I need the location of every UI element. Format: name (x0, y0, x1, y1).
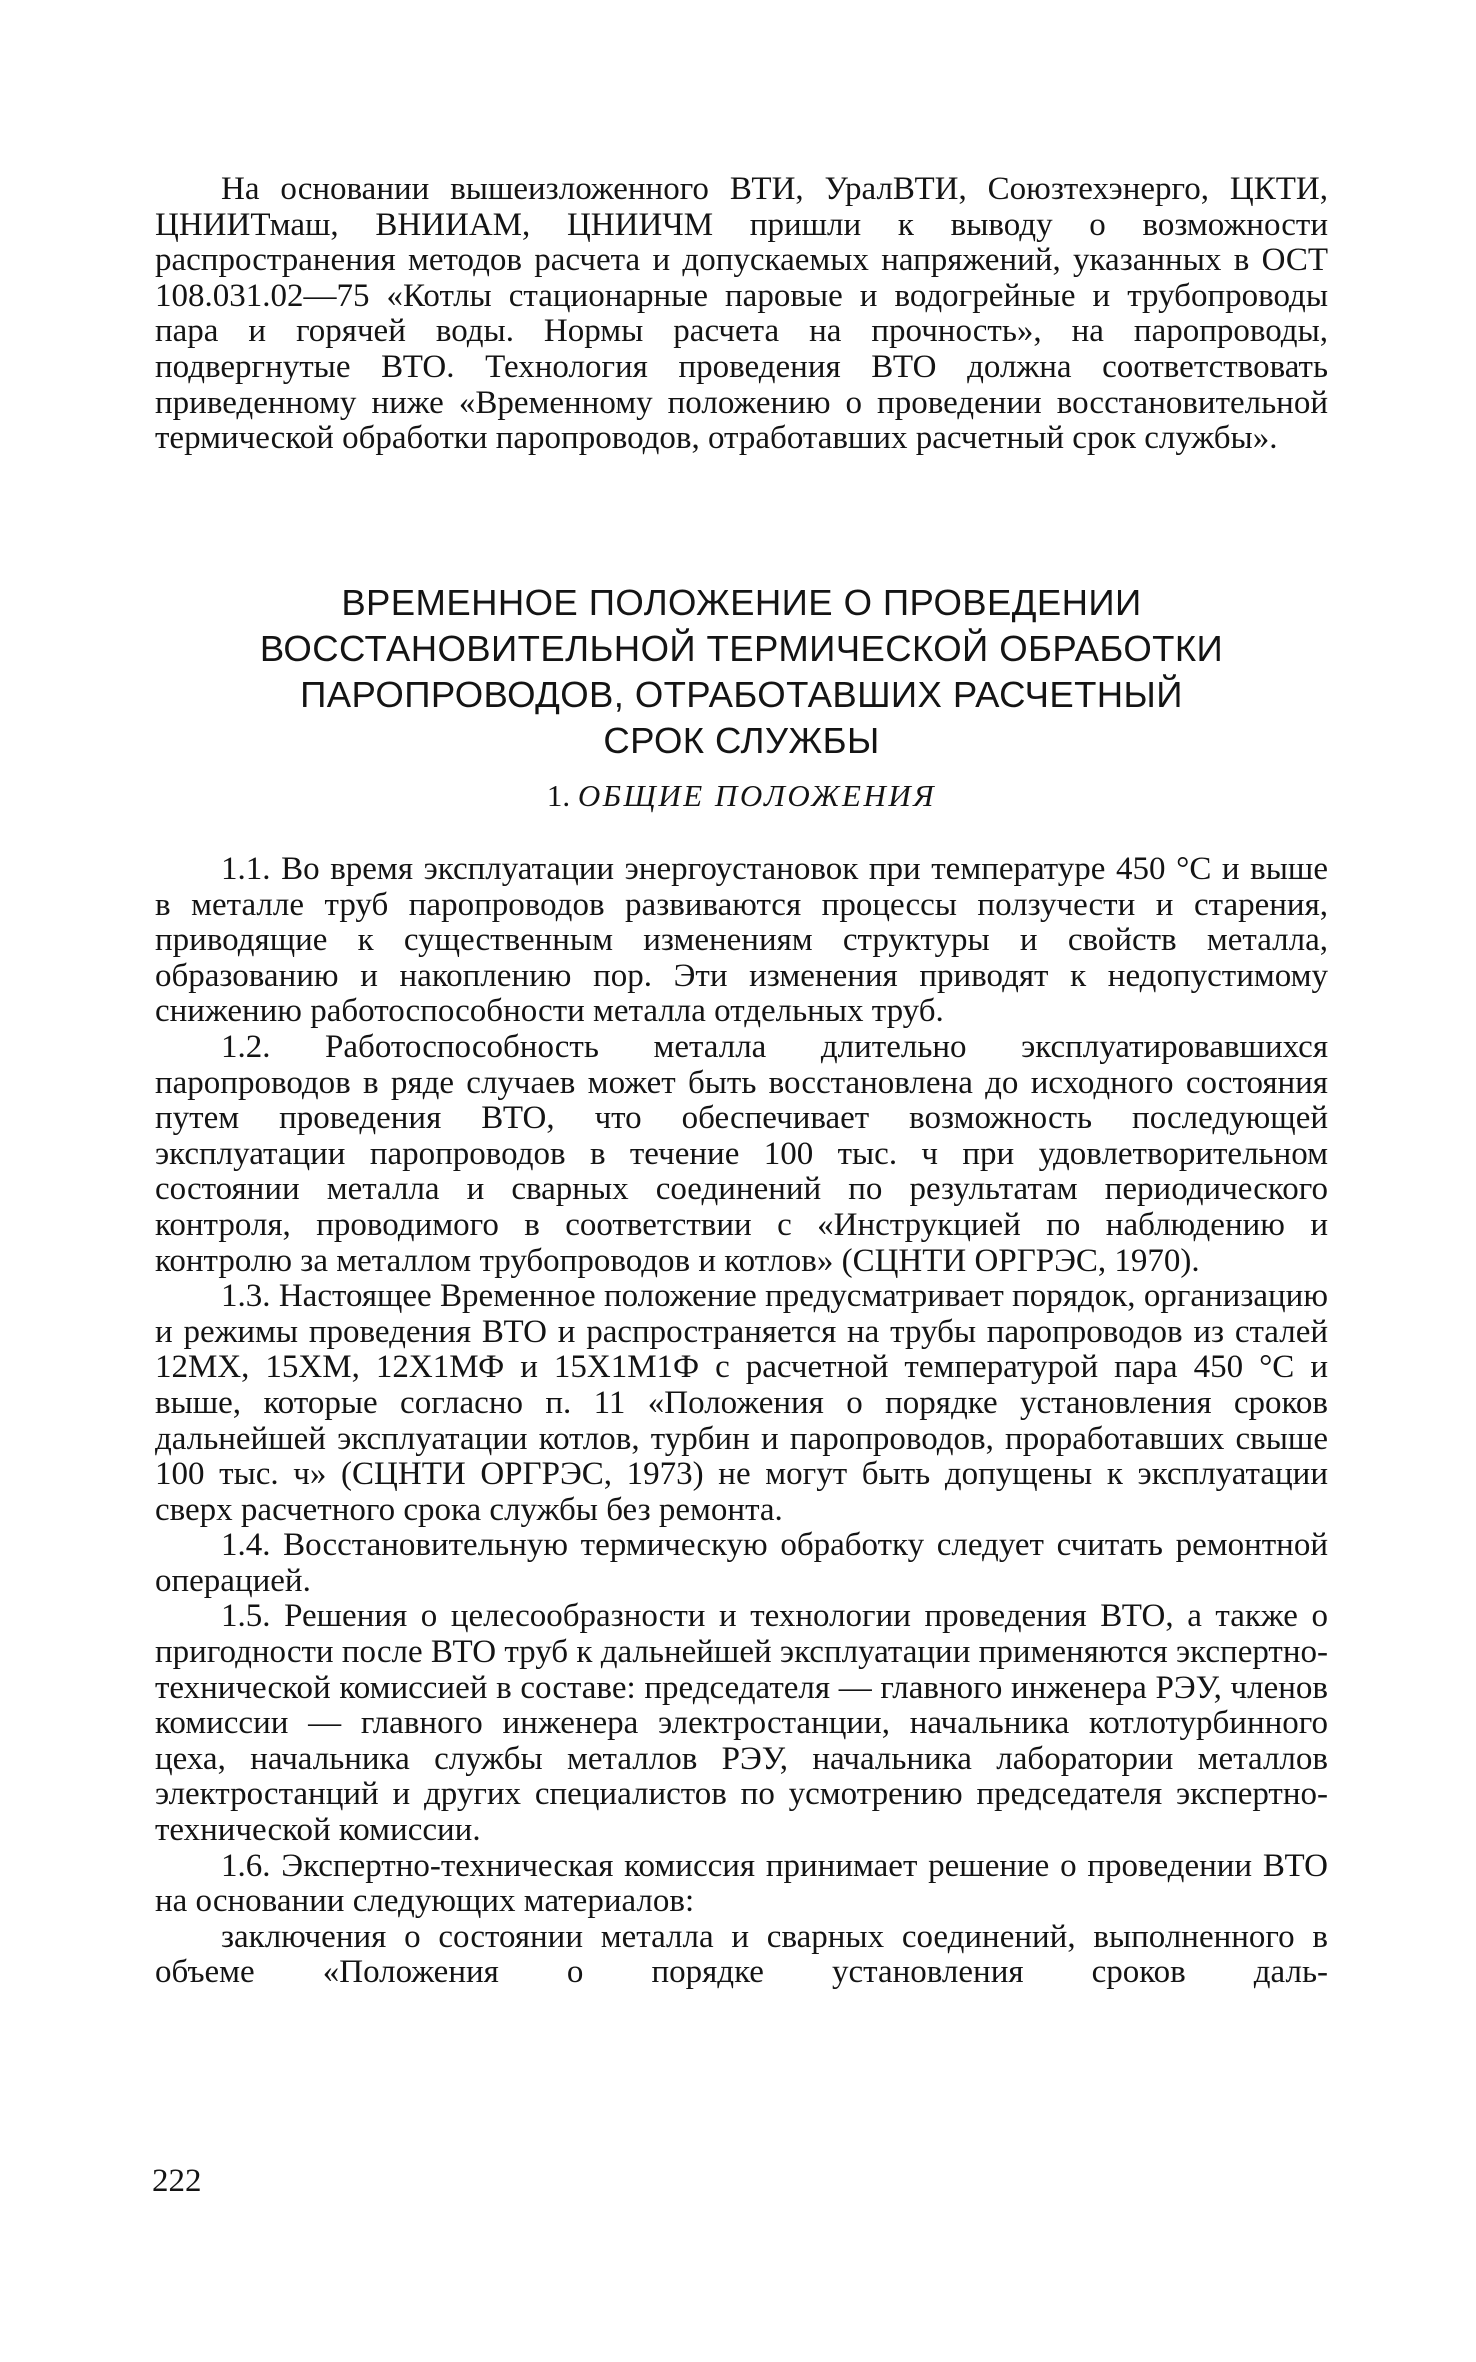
section-number: 1. (546, 778, 571, 813)
page-number: 222 (152, 2163, 202, 2199)
paragraph-1-6: 1.6. Экспертно-техническая комиссия принимает решение о проведении ВТО на основании следующих материалов: (155, 1847, 1328, 1920)
section-body (155, 852, 1328, 1991)
title-line-2: ВОССТАНОВИТЕЛЬНОЙ ТЕРМИЧЕСКОЙ ОБРАБОТКИ (259, 628, 1224, 669)
paragraph-1-5: 1.5. Решения о целесообразности и технологии проведения ВТО, а также о пригодности после ВТО труб к дальнейшей эксплуатации применяются экспертно-технической комиссией в составе: председателя — главного инженера РЭУ, членов комиссии — главного инженера электростанции, начальника котлотурбинного цеха, начальника службы металлов РЭУ, начальника лаборатории металлов электростанций и других специалистов по усмотрению председателя экспертно-технической комиссии. (155, 1598, 1328, 1849)
title-line-4: СРОК СЛУЖБЫ (603, 720, 880, 761)
paragraph-1-2: 1.2. Работоспособность металла длительно эксплуатировавшихся паропроводов в ряде случаев может быть восстановлена до исходного состояния путем проведения ВТО, что обеспечивает возможность последующей эксплуатации паропроводов в течение 100 тыс. ч при удовлетворительном состоянии металла и сварных соединений по результатам периодического контроля, проводимого в соответствии с «Инструкцией по наблюдению и контролю за металлом трубопроводов и котлов» (СЦНТИ ОРГРЭС, 1970). (155, 1028, 1328, 1279)
section-title: ОБЩИЕ ПОЛОЖЕНИЯ (577, 778, 937, 813)
title-line-3: ПАРОПРОВОДОВ, ОТРАБОТАВШИХ РАСЧЕТНЫЙ (300, 674, 1183, 715)
paragraph-1-3: 1.3. Настоящее Временное положение предусматривает порядок, организацию и режимы проведения ВТО и распространяется на трубы паропроводов из сталей 12МХ, 15ХМ, 12Х1МФ и 15Х1М1Ф с расчетной температурой пара 450 °С и выше, которые согласно п. 11 «Положения о порядке установления сроков дальнейшей эксплуатации котлов, турбин и паропроводов, проработавших свыше 100 тыс. ч» (СЦНТИ ОРГРЭС, 1973) не могут быть допущены к эксплуатации сверх расчетного срока службы без ремонта. (155, 1278, 1328, 1528)
intro-paragraph: На основании вышеизложенного ВТИ, УралВТИ, Союзтехэнерго, ЦКТИ, ЦНИИТмаш, ВНИИАМ, ЦНИИЧМ пришли к выводу о возможности распространения методов расчета и допускаемых напряжений, указанных в ОСТ 108.031.02—75 «Котлы стационарные паровые и водогрейные и трубопроводы пара и горячей воды. Нормы расчета на прочность», на паропроводы, подвергнутые ВТО. Технология проведения ВТО должна соответствовать приведенному ниже «Временному положению о проведении восстановительной термической обработки паропроводов, отработавших расчетный срок службы». (155, 171, 1328, 457)
paragraph-1-4: 1.4. Восстановительную термическую обработку следует считать ремонтной операцией. (155, 1527, 1328, 1599)
title-line-1: ВРЕМЕННОЕ ПОЛОЖЕНИЕ О ПРОВЕДЕНИИ (341, 582, 1142, 623)
section-heading (155, 778, 1328, 814)
intro-section (155, 172, 1328, 457)
paragraph-1-6-item: заключения о состоянии металла и сварных соединений, выполненного в объеме «Положения о порядке установления сроков даль- (155, 1918, 1328, 1991)
document-title (155, 580, 1328, 764)
paragraph-1-1: 1.1. Во время эксплуатации энергоустановок при температуре 450 °С и выше в металле труб паропроводов развиваются процессы ползучести и старения, приводящие к существенным изменениям структуры и свойств металла, образованию и накоплению пор. Эти изменения приводят к недопустимому снижению работоспособности металла отдельных труб. (155, 851, 1328, 1030)
